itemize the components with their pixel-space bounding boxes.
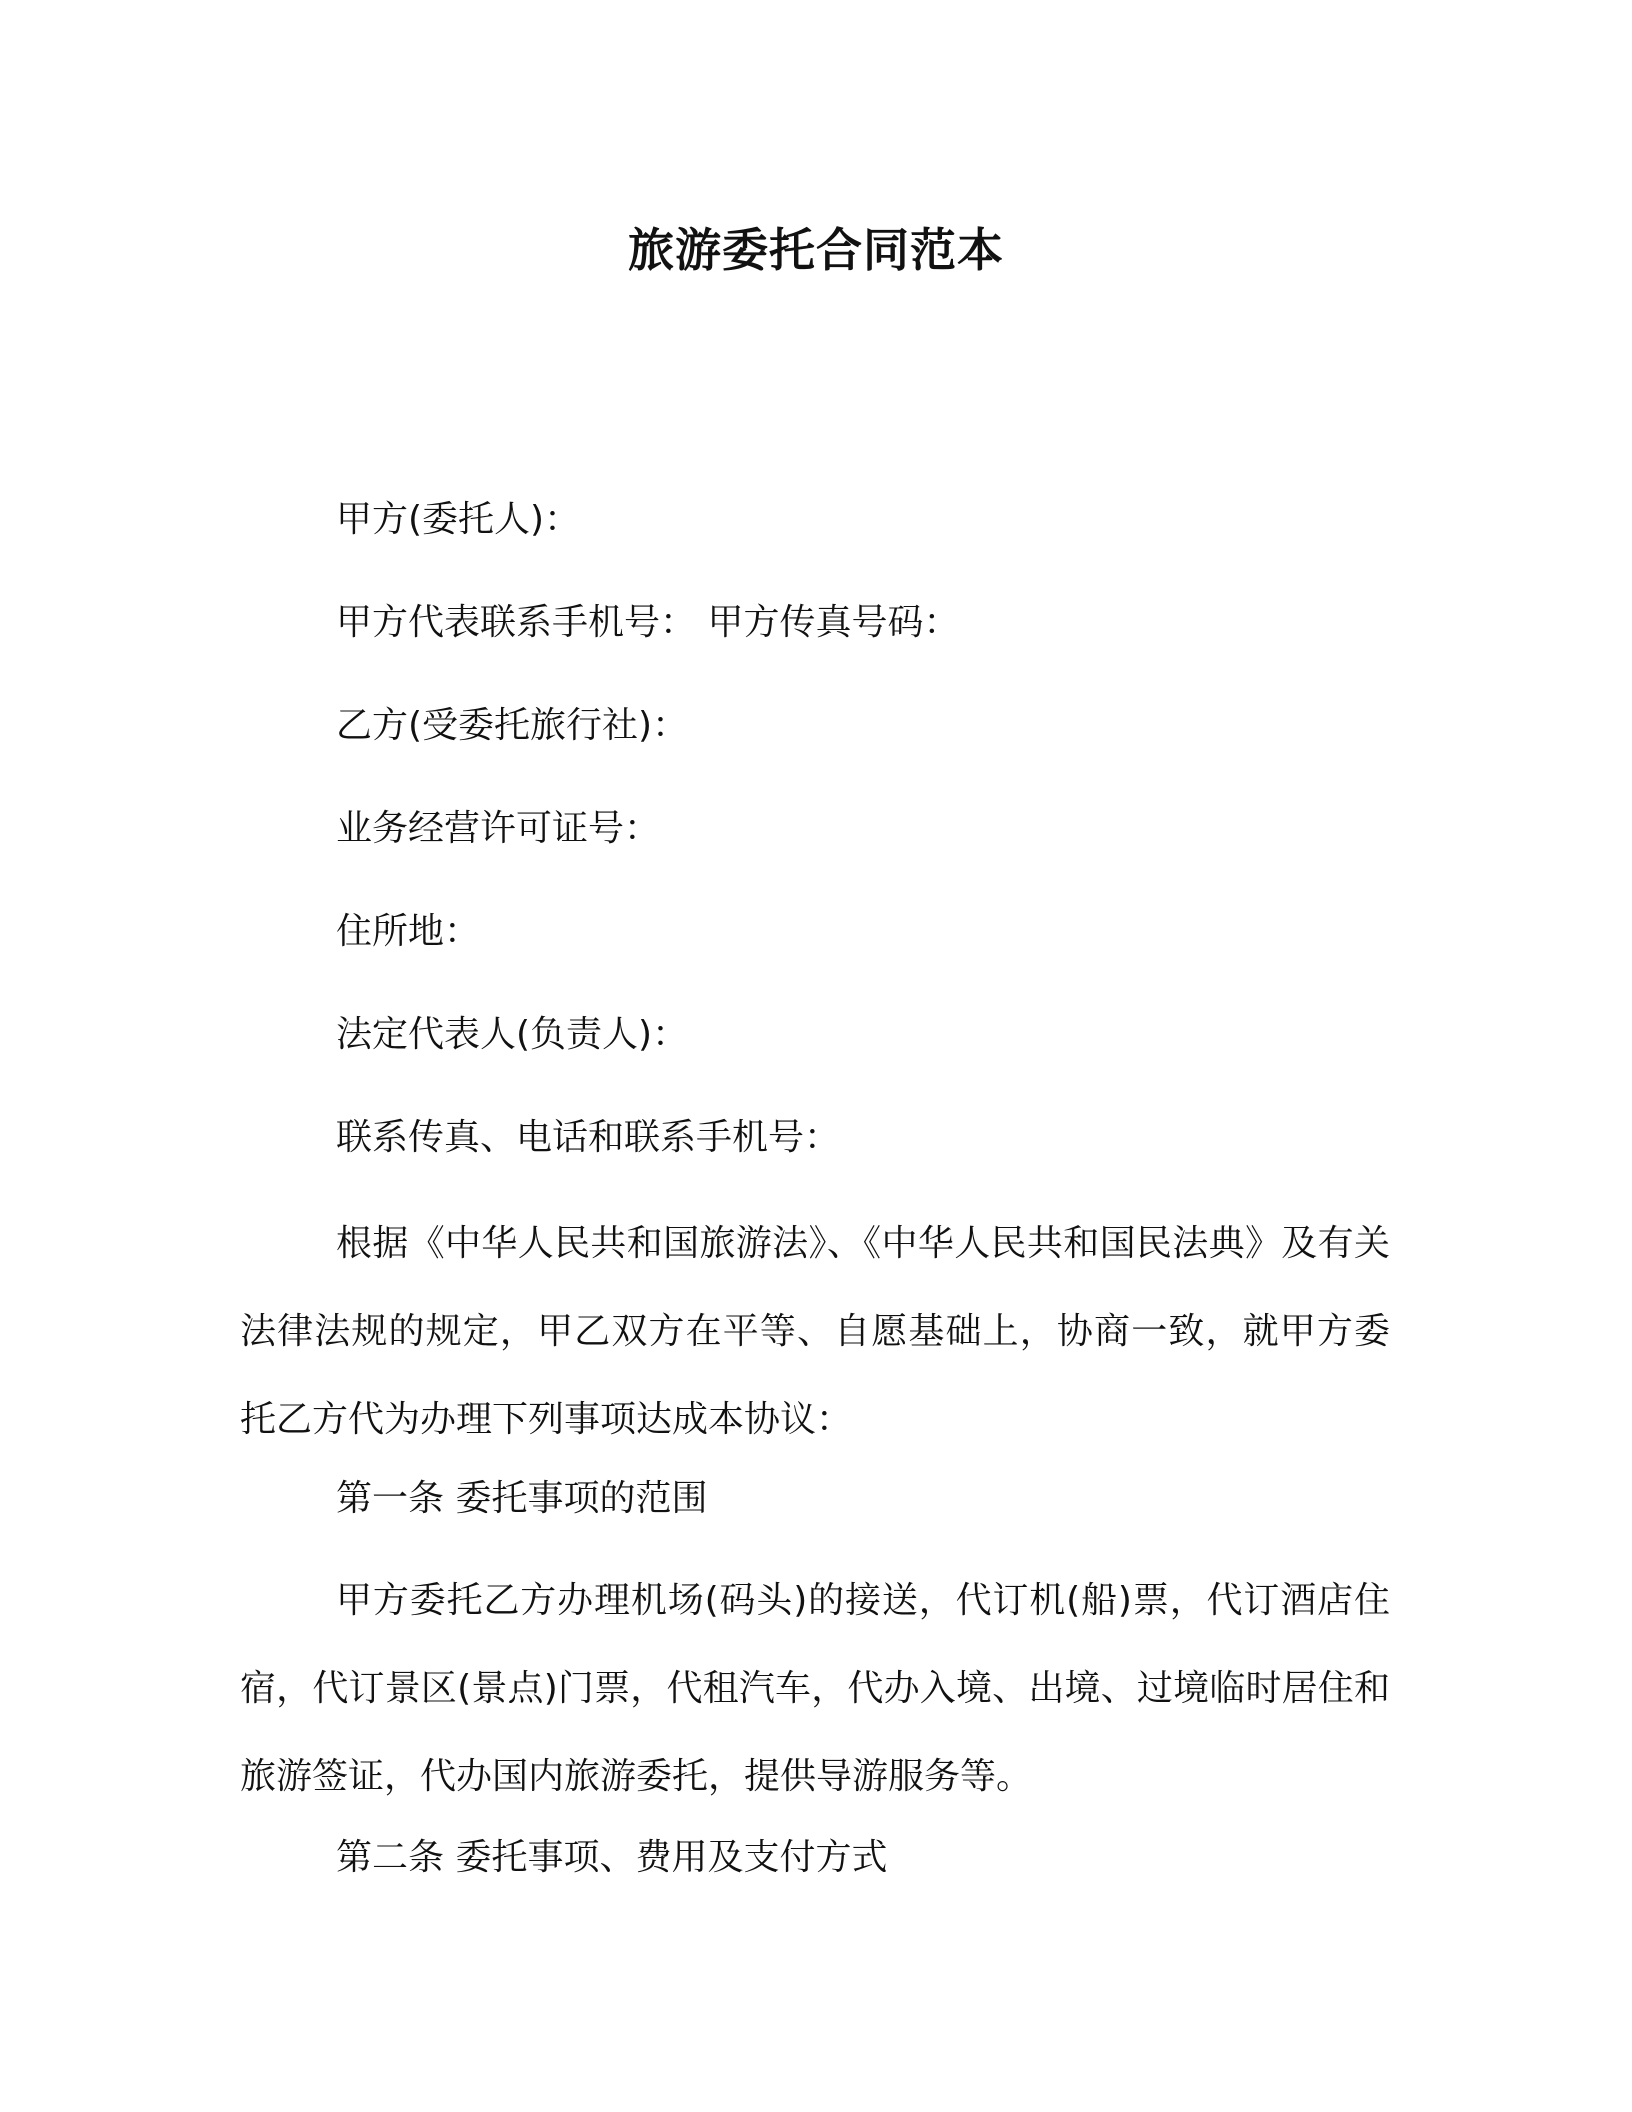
field-party-a: 甲方(委托人)： [336, 499, 581, 540]
field-domicile: 住所地： [336, 911, 481, 952]
article-1-heading: 第一条 委托事项的范围 [336, 1478, 708, 1519]
preamble-paragraph: 根据《中华人民共和国旅游法》、《中华人民共和国民法典》及有关法律法规的规定，甲乙双方在平等、自愿基础上，协商一致，就甲方委托乙方代为办理下列事项达成本协议： [240, 1223, 1390, 1440]
field-license-number: 业务经营许可证号： [336, 808, 661, 849]
document-title: 旅游委托合同范本 [628, 223, 1004, 277]
field-party-a-contact: 甲方代表联系手机号： 甲方传真号码： [336, 602, 960, 643]
article-2-heading: 第二条 委托事项、费用及支付方式 [336, 1837, 888, 1878]
field-legal-representative: 法定代表人(负责人)： [336, 1014, 689, 1055]
field-party-b-contact: 联系传真、电话和联系手机号： [336, 1117, 841, 1158]
field-party-b: 乙方(受委托旅行社)： [336, 705, 689, 746]
article-1-body: 甲方委托乙方办理机场(码头)的接送，代订机(船)票，代订酒店住宿，代订景区(景点)门票，代租汽车，代办入境、出境、过境临时居住和旅游签证，代办国内旅游委托，提供导游服务等。 [240, 1580, 1390, 1797]
